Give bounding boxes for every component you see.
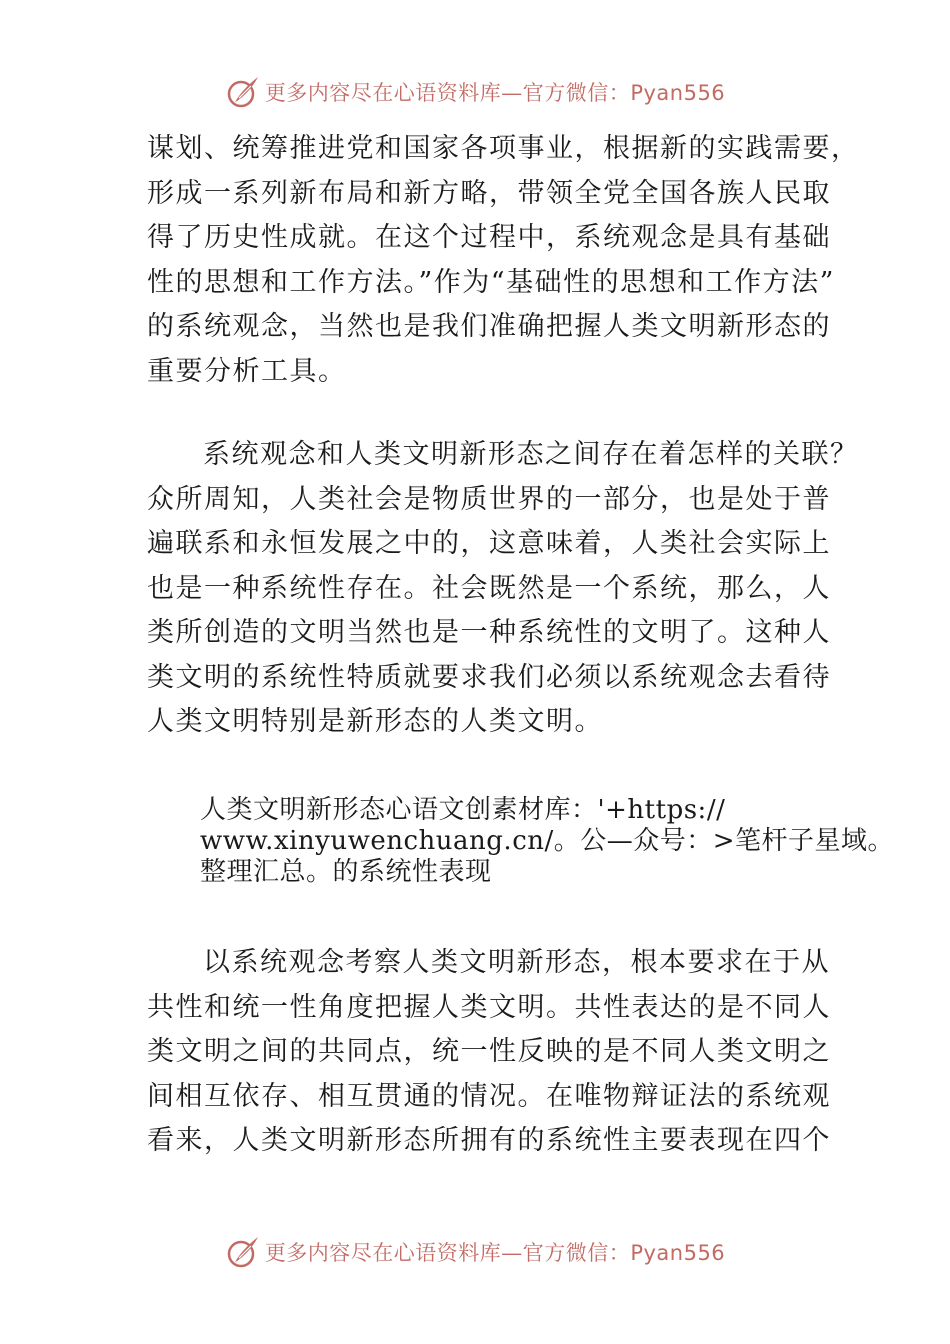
text-line: 的系统观念，当然也是我们准确把握人类文明新形态的 (147, 311, 831, 342)
text-line: 类所创造的文明当然也是一种系统性的文明了。这种人 (147, 617, 831, 648)
text-line: 系统观念和人类文明新形态之间存在着怎样的关联？ (203, 439, 859, 470)
paragraph-3 (147, 941, 831, 1164)
text-line: 得了历史性成就。在这个过程中，系统观念是具有基础 (147, 222, 831, 253)
text-line: 人类文明特别是新形态的人类文明。 (147, 706, 603, 737)
quill-logo-icon (225, 1234, 261, 1270)
text-line: 遍联系和永恒发展之中的，这意味着，人类社会实际上 (147, 528, 831, 559)
text-line: 人类文明新形态心语文创素材库：'+https:// (200, 795, 726, 825)
text-line: 形成一系列新布局和新方略，带领全党全国各族人民取 (147, 177, 831, 209)
source-note (200, 795, 900, 888)
watermark-text: 更多内容尽在心语资料库—官方微信：Pyan556 (264, 81, 726, 105)
text-line: 谋划、统筹推进党和国家各项事业，根据新的实践需要， (147, 133, 860, 164)
text-line: 众所周知，人类社会是物质世界的一部分，也是处于普 (147, 483, 831, 515)
text-line: 性的思想和工作方法。”作为“基础性的思想和工作方法” (147, 266, 835, 298)
paragraph-1 (147, 127, 860, 394)
text-line: www.xinyuwenchuang.cn/。公—众号：>笔杆子星域。 (200, 826, 895, 856)
text-line: 整理汇总。的系统性表现 (200, 857, 492, 887)
header-watermark (0, 70, 950, 114)
text-line: 看来，人类文明新形态所拥有的系统性主要表现在四个 (147, 1125, 831, 1156)
quill-logo-icon (225, 74, 261, 110)
text-line: 也是一种系统性存在。社会既然是一个系统，那么，人 (147, 572, 831, 604)
paragraph-2 (147, 433, 859, 745)
text-line: 共性和统一性角度把握人类文明。共性表达的是不同人 (147, 991, 831, 1023)
watermark-text: 更多内容尽在心语资料库—官方微信：Pyan556 (264, 1241, 726, 1265)
text-line: 类文明之间的共同点，统一性反映的是不同人类文明之 (147, 1036, 831, 1067)
text-line: 重要分析工具。 (147, 355, 347, 387)
text-line: 间相互依存、相互贯通的情况。在唯物辩证法的系统观 (147, 1080, 831, 1112)
text-line: 以系统观念考察人类文明新形态，根本要求在于从 (203, 947, 830, 978)
text-line: 类文明的系统性特质就要求我们必须以系统观念去看待 (147, 661, 831, 693)
footer-watermark (0, 1230, 950, 1274)
